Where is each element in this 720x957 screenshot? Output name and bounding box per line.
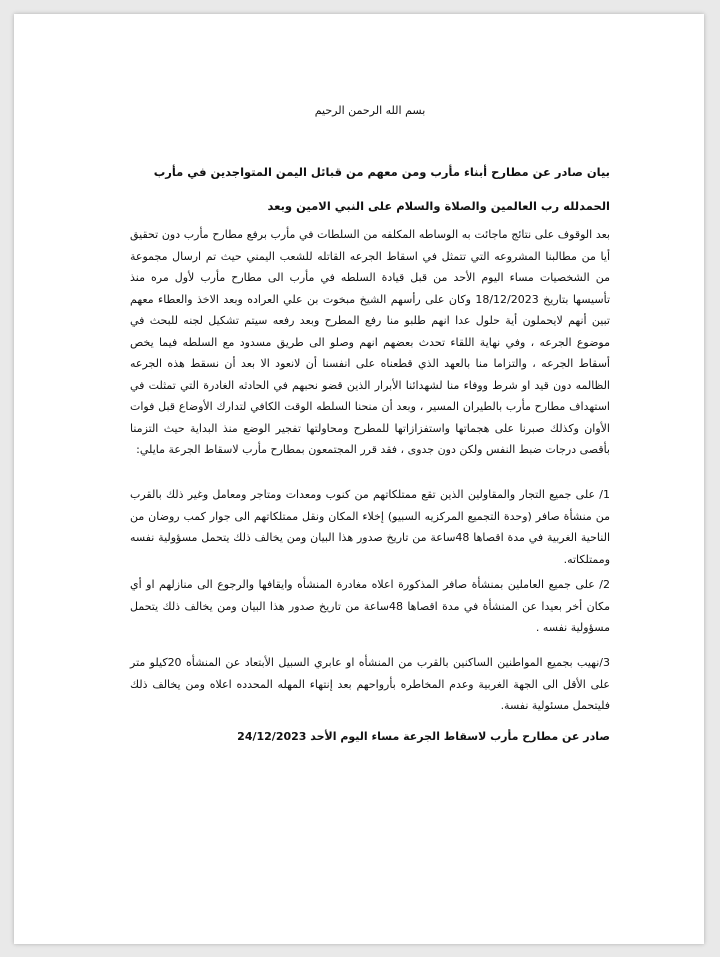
paper-page [14, 14, 704, 944]
statement-title: بيان صادر عن مطارح أبناء مأرب ومن معهم من قبائل اليمن المتواجدين في مأرب [153, 165, 610, 179]
closing-signature: صادر عن مطارح مأرب لاسقاط الجرعة مساء اليوم الأحد 24/12/2023 [237, 730, 610, 743]
praise-line: الحمدلله رب العالمين والصلاة والسلام على النبي الامين وبعد [267, 199, 610, 213]
decision-item-3: 3/نهيب بجميع المواطنين الساكنين بالقرب من المنشأه او عابري السبيل الأبتعاد عن المنشأه 20كيلو متر على الأقل الى الجهة الغربية وعدم المخاطره بأرواحهم بعد إنتهاء المهله المحدده اعلاه ومن يخالف ذلك فليتحمل مسئولية نفسة. [130, 656, 610, 712]
decision-item-2: 2/ على جميع العاملين بمنشأة صافر المذكورة اعلاه مغادرة المنشأه وايقافها والرجوع الى منازلهم او أي مكان أخر بعيدا عن المنشأة في مدة اقصاها 48ساعة من تاريخ صدور هذا البيان ومن يخالف ذلك يتحمل مسؤولية نفسه . [130, 578, 610, 634]
main-paragraph: بعد الوقوف على نتائج ماجائت به الوساطه المكلفه من السلطات في مأرب برفع مطارح مأرب دون تحقيق أيا من مطالبنا المشروعه التي تتمثل في اسقاط الجرعه القاتله للشعب اليمني حيث تم ارسال مجموعة من الشخصيات مساء اليوم الأحد من قبل قيادة السلطه في مأرب الى مطارح مأرب لأول مره منذ تأسيسها بتاريخ 18/12/2023 وكان على رأسهم الشيخ مبخوت بن علي العراده وبعد الاخذ والعطاء معهم تبين أنهم لايحملون أية حلول عدا انهم طلبو منا رفع المطرح وبعد رفعه سيتم تشكيل لجنه للبحث في موضوع الجرعه ، وفي نهاية اللقاء تحدث بعضهم انهم وصلو الى طريق مسدود مع السلطه فيما يخص أسقاط الجرعه ، والتزاما منا بالعهد الذي قطعناه على انفسنا أن لانعود الا بعد أن نسقط هذه الجرعه الظالمه دون قيد او شرط ووفاء منا لشهدائنا الأبرار الذين قضو نحبهم في الحادثه الغادرة التي تمثلت في استهداف مطارح مأرب بالطيران المسير ، وبعد أن منحنا السلطه الوقت الكافي لتدارك الأوضاع قبل فوات الأوان وكذلك صبرنا على هجماتها واستفزازاتها للمطرح ومحاولتها تفجير الوضع منذ البداية حيث التزمنا بأقصى درجات ضبط النفس ولكن دون جدوى ، فقد قرر المجتمعون بمطارح مأرب لاسقاط الجرعة مايلي: [130, 228, 611, 456]
decision-item-1: 1/ على جميع التجار والمقاولين الذين تقع ممتلكاتهم من كنوب ومعدات ومتاجر ومعامل وغير ذلك بالقرب من منشأة صافر (وحدة التجميع المركزيه السبيو) إخلاء المكان ونقل ممتلكاتهم الى جوار كمب روضان من الناحية الغربية في مدة اقصاها 48ساعة من تاريخ صدور هذا البيان ومن يخالف ذلك يتحمل مسؤولية نفسه وممتلكاته. [130, 488, 610, 566]
basmala-heading: بسم الله الرحمن الرحيم [314, 104, 426, 117]
